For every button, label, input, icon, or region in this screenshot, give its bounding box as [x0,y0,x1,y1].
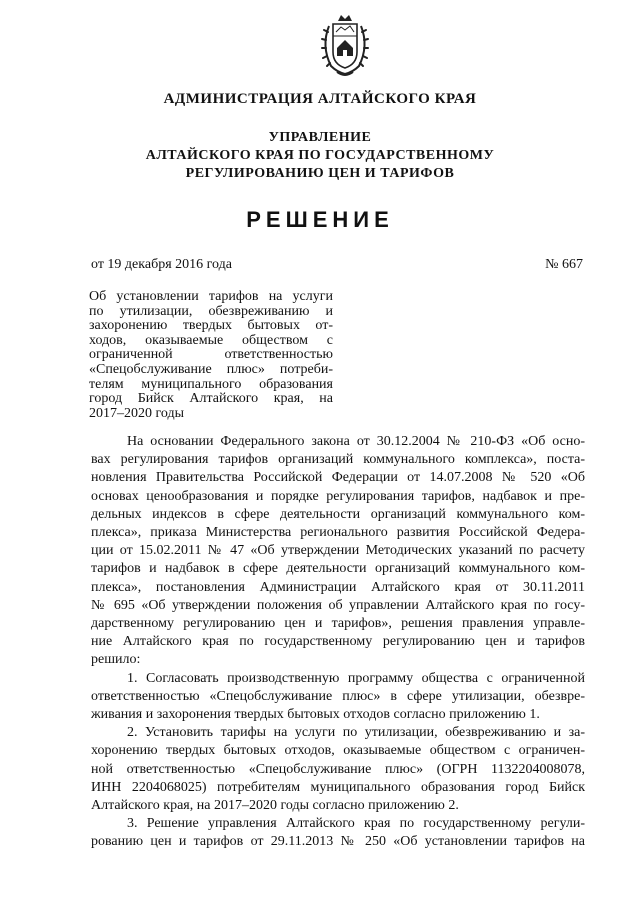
body-line: дельных индексов в сфере деятельности организаций коммунального ком- [91,506,585,522]
subject-line: 2017–2020 годы [89,405,185,421]
subject-line: ограниченной ответственностью [89,347,333,363]
body-line: ответственностью «Спецобслуживание плюс» в сфере утилизации, обезвре- [91,688,585,704]
body-line: ние Алтайского края по государственному регулированию цен и тарифов [91,634,585,650]
altai-krai-coat-of-arms-icon [317,12,373,80]
body-line: 2. Установить тарифы на услуги по утилизации, обезвреживанию и за- [127,725,585,741]
body-line: основах ценообразования и порядке регулирования тарифов, надбавок и пре- [91,488,585,504]
subject-line: «Спецобслуживание плюс» потреби- [89,361,333,377]
subject-line: Об установлении тарифов на услуги [89,289,333,304]
body-line: ИНН 2204068025) потребителям муниципального образования город Бийск [91,779,585,795]
administration-title: АДМИНИСТРАЦИЯ АЛТАЙСКОГО КРАЯ [163,91,477,107]
body-line: вах регулирования тарифов организаций коммунального комплекса», поста- [91,452,585,468]
body-line: рованию цен и тарифов от 29.11.2013 № 250 «Об установлении тарифов на [91,834,585,850]
body-line: дарственному регулированию цен и тарифов», решения правления управле- [91,616,585,632]
body-line: 3. Решение управления Алтайского края по государственному регули- [127,816,585,832]
department-line: УПРАВЛЕНИЕ [268,130,372,145]
body-line: плекса», приказа Министерства регионального развития Российской Федера- [91,525,585,541]
body-line: На основании Федерального закона от 30.12.2004 № 210-ФЗ «Об осно- [127,434,585,449]
subject-line: захоронению твердых бытовых от- [89,318,333,334]
department-title [0,129,640,183]
body-line: Алтайского края, на 2017–2020 годы согласно приложению 2. [91,798,459,814]
decision-date: от 19 декабря 2016 года [91,257,232,272]
decision-subject [89,290,333,421]
body-line: № 695 «Об утверждении положения об управлении Алтайского края по госу- [91,597,585,613]
subject-line: телям муниципального образования [89,376,333,392]
body-line: 1. Согласовать производственную программу общества с ограниченной [127,670,585,686]
body-line: плекса», постановления Администрации Алтайского края от 30.11.2011 [91,579,585,595]
document-type-heading: РЕШЕНИЕ [246,207,394,232]
department-line: РЕГУЛИРОВАНИЮ ЦЕН И ТАРИФОВ [185,166,455,181]
body-line: ной ответственностью «Спецобслуживание плюс» (ОГРН 1132204008078, [91,761,585,777]
decision-number: № 667 [545,257,583,272]
department-line: АЛТАЙСКОГО КРАЯ ПО ГОСУДАРСТВЕННОМУ [145,148,495,163]
decision-body [91,433,585,852]
body-line: решило: [91,652,141,668]
body-line: живания и захоронения твердых бытовых отходов согласно приложению 1. [91,707,540,723]
subject-line: по утилизации, обезвреживанию и [89,303,333,319]
body-line: ции от 15.02.2011 № 47 «Об утверждении Методических указаний по расчету [91,543,585,559]
body-line: хоронению твердых бытовых отходов, оказываемые обществом с ограничен- [91,743,585,759]
subject-line: ходов, оказываемые обществом с [89,332,333,348]
body-line: тарифов и надбавок в сфере деятельности организаций коммунального ком- [91,561,585,577]
body-line: новления Правительства Российской Федерации от 14.07.2008 № 520 «Об [91,470,585,486]
subject-line: город Бийск Алтайского края, на [89,391,333,407]
